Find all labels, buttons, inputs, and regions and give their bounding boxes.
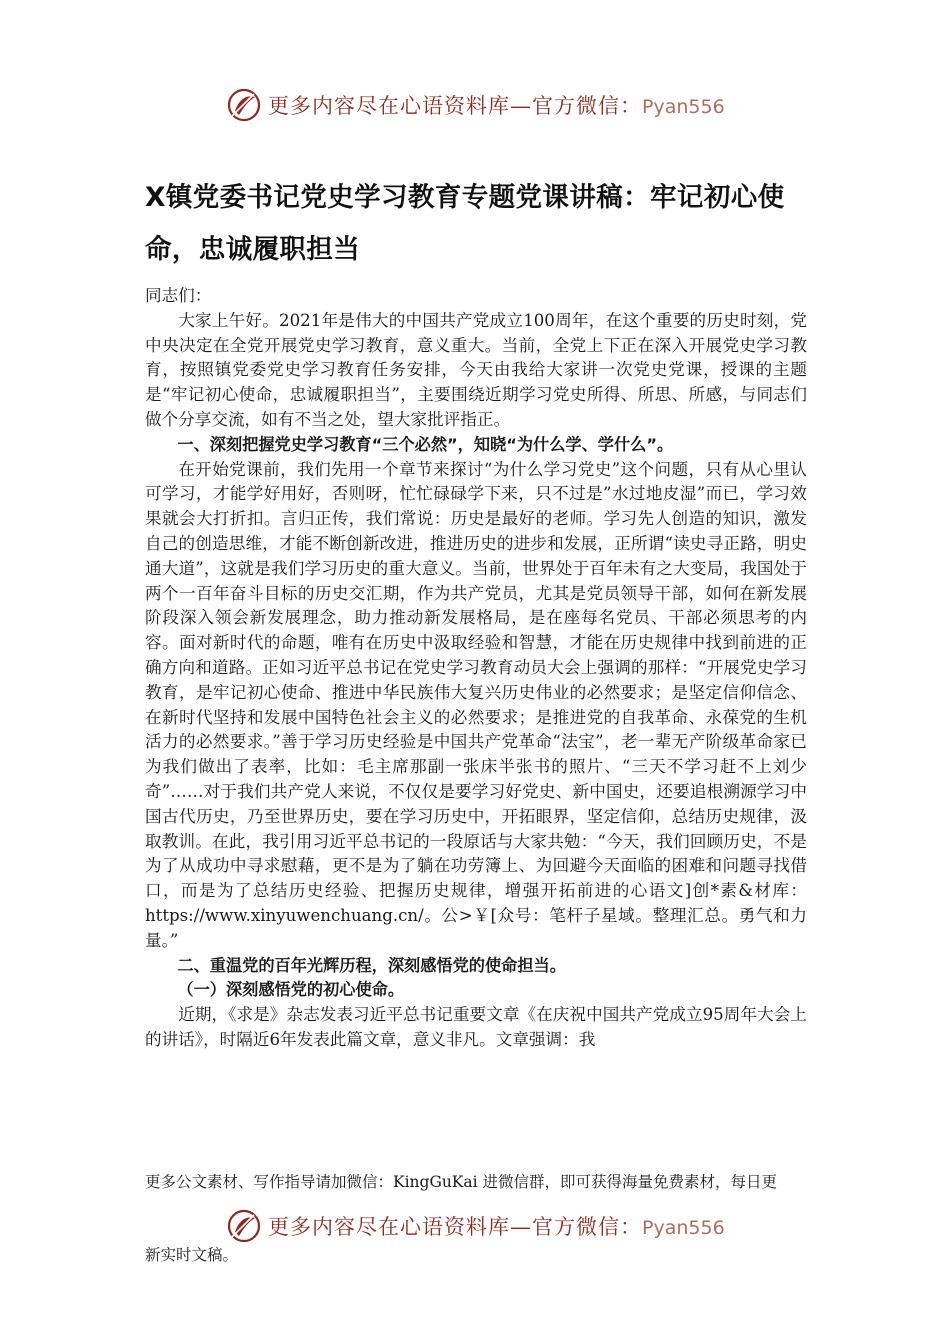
paragraph-intro: 大家上午好。2021年是伟大的中国共产党成立100周年，在这个重要的历史时刻，党中央决定在全党开展党史学习教育，意义重大。当前，全党上下正在深入开展党史学习教育，按照镇党委党史学习教育任务安排，今天由我给大家讲一次党史党课，授课的主题是“牢记初心使命，忠诚履职担当”，主要围绕近期学习党史所得、所思、所感，与同志们做个分享交流，如有不当之处，望大家批评指正。 bbox=[145, 310, 807, 429]
paragraph-qiushi: 近期，《求是》杂志发表习近平总书记重要文章《在庆祝中国共产党成立95周年大会上的讲话》，时隔近6年发表此篇文章，意义非凡。文章强调：我 bbox=[145, 1005, 807, 1049]
heading-section-1: 一、深刻把握党史学习教育“三个必然”，知晓“为什么学、学什么”。 bbox=[177, 434, 674, 454]
banner-wechat-id: Pyan556 bbox=[642, 96, 725, 118]
document-title: X镇党委书记党史学习教育专题党课讲稿：牢记初心使命，忠诚履职担当 bbox=[145, 182, 785, 265]
paragraph-why-learn: 在开始党课前，我们先用一个章节来探讨“为什么学习党史”这个问题，只有从心里认可学习，才能学好用好，否则呀，忙忙碌碌学下来，只不过是”水过地皮湿”而已，学习效果就会大打折扣。言归正传，我们常说：历史是最好的老师。学习先人创造的知识，激发自己的创造思维，才能不断创新改进，推进历史的进步和发展，正所谓“读史寻正路，明史通大道”，这就是我们学习历史的重大意义。当前，世界处于百年未有之大变局，我国处于两个一百年奋斗目标的历史交汇期，作为共产党员，尤其是党员领导干部，如何在新发展阶段深入领会新发展理念，助力推动新发展格局，是在座每名党员、干部必须思考的内容。面对新时代的命题，唯有在历史中汲取经验和智慧，才能在历史规律中找到前进的正确方向和道路。正如习近平总书记在党史学习教育动员大会上强调的那样：“开展党史学习教育，是牢记初心使命、推进中华民族伟大复兴历史伟业的必然要求；是坚定信仰信念、在新时代坚持和发展中国特色社会主义的必然要求；是推进党的自我革命、永葆党的生机活力的必然要求。”善于学习历史经验是中国共产党革命“法宝”，老一辈无产阶级革命家已为我们做出了表率，比如：毛主席那副一张床半张书的照片、“三天不学习赶不上刘少奇”……对于我们共产党人来说，不仅仅是要学习好党史、新中国史，还要追根溯源学习中国古代历史，乃至世界历史，要在学习历史中，开拓眼界，坚定信仰，总结历史规律，汲取教训。在此，我引用习近平总书记的一段原话与大家共勉：“今天，我们回顾历史，不是为了从成功中寻求慰藉，更不是为了躺在功劳簿上、为回避今天面临的困难和问题寻找借口，而是为了总结历史经验、把握历史规律，增强开拓前进的心语文]创*素&材库：https://www.xinyuwenchuang.cn/。公>￥[众号：笔杆子星域。整理汇总。勇气和力量。” bbox=[145, 459, 807, 950]
footer-promo-line: 更多公文素材、写作指导请加微信：KingGuKai 进微信群，即可获得海量免费素材，每日更 bbox=[145, 1173, 778, 1191]
heading-section-2: 二、重温党的百年光辉历程，深刻感悟党的使命担当。 bbox=[177, 955, 566, 975]
xinyu-logo-icon bbox=[226, 87, 262, 123]
footer-promo-line-end: 新实时文稿。 bbox=[145, 1246, 239, 1264]
bottom-watermark-banner bbox=[0, 1207, 950, 1247]
greeting: 同志们： bbox=[145, 286, 212, 305]
top-watermark-banner bbox=[0, 86, 950, 126]
banner-text: 更多内容尽在心语资料库—官方微信：Pyan556 bbox=[268, 1215, 725, 1239]
document-body bbox=[145, 284, 807, 1053]
heading-subsection-1: （一）深刻感悟党的初心使命。 bbox=[177, 980, 405, 1000]
banner-wechat-id: Pyan556 bbox=[642, 1217, 725, 1239]
xinyu-logo-icon bbox=[226, 1208, 262, 1244]
banner-text: 更多内容尽在心语资料库—官方微信：Pyan556 bbox=[268, 94, 725, 118]
